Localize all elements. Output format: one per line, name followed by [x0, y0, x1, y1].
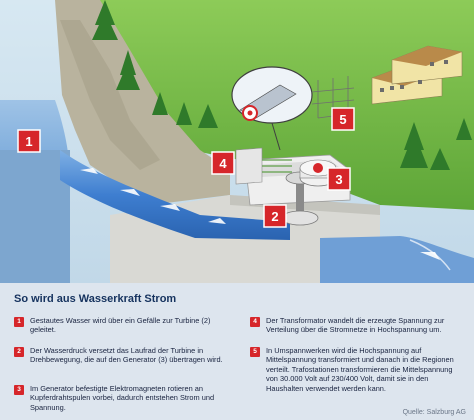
- marker-3: [328, 168, 350, 190]
- svg-text:2: 2: [271, 209, 279, 224]
- legend-item-badge: 5: [250, 347, 260, 357]
- legend-title: So wird aus Wasserkraft Strom: [14, 293, 177, 305]
- transformer-building: [236, 148, 262, 184]
- svg-text:5: 5: [339, 112, 347, 127]
- legend-item-badge: 4: [250, 317, 260, 327]
- legend-item-text: Der Wasserdruck versetzt das Laufrad der Turbine in Drehbewegung, die auf den Generator (3) übertragen wird.: [30, 346, 223, 365]
- legend-item-badge: 3: [14, 385, 24, 395]
- marker-2: [264, 205, 286, 227]
- marker-1: [18, 130, 40, 152]
- legend-item-text: In Umspannwerken wird die Hochspannung auf Mittelspannung transformiert und danach in die Regionen verteilt. Trafostationen transformieren die Mittelspannung von 30.000 Volt auf 230/400 Volt, damit sie in den Haushalten verwendet werden kann.: [266, 346, 454, 393]
- legend-item-badge: 2: [14, 347, 24, 357]
- svg-text:3: 3: [335, 172, 343, 187]
- legend-item-text: Im Generator befestigte Elektromagneten rotieren an Kupferdrahtspulen vorbei, dadurch entstehen Strom und Spannung.: [30, 384, 215, 412]
- legend-panel: [0, 283, 474, 420]
- legend-item-text: Gestautes Wasser wird über ein Gefälle zur Turbine (2) geleitet.: [30, 316, 211, 335]
- svg-text:1: 1: [25, 134, 33, 149]
- marker-4: [212, 152, 234, 174]
- legend-item-badge: 1: [14, 317, 24, 327]
- svg-text:4: 4: [219, 156, 227, 171]
- source-credit: Quelle: Salzburg AG: [402, 409, 466, 416]
- marker-5: [332, 108, 354, 130]
- legend-item-text: Der Transformator wandelt die erzeugte Spannung zur Verteilung über die Stromnetze in Hochspannung um.: [266, 316, 445, 335]
